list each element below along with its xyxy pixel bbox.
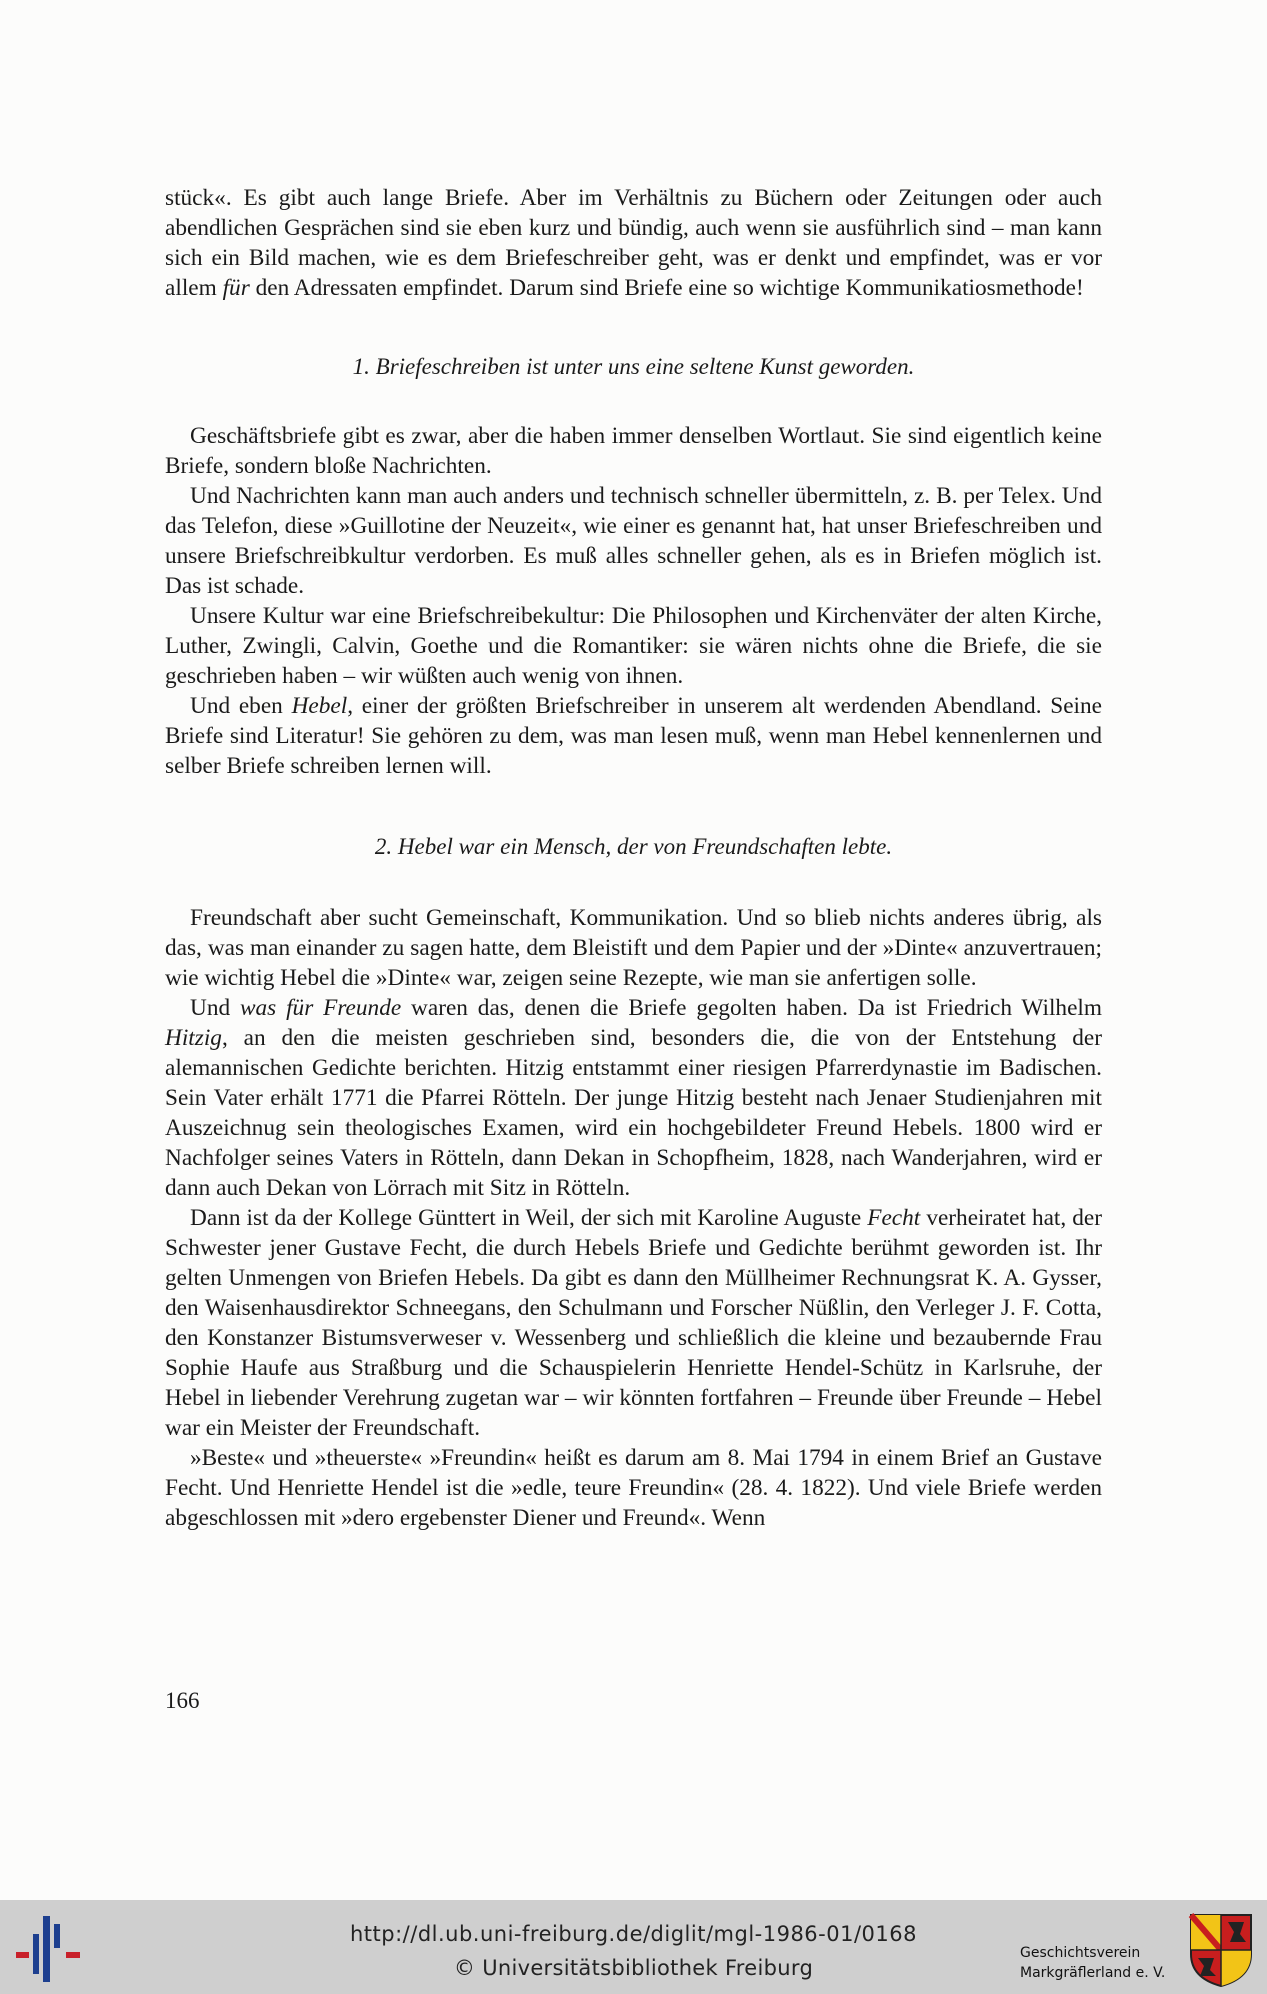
paragraph: Und eben Hebel, einer der größten Briefschreiber in unserem alt werdenden Abendland. Seine Briefe sind Literatur! Sie gehören zu dem, was man lesen muß, wenn man Hebel kennenlernen und selber Briefe schreiben lernen will. — [165, 693, 1102, 779]
coat-of-arms-icon — [1188, 1912, 1254, 1988]
footer-bar — [0, 1900, 1267, 1994]
paragraph: Und Nachrichten kann man auch anders und technisch schneller übermitteln, z. B. per Telex. Und das Telefon, diese »Guillotine der Neuzeit«, wie einer es genannt hat, hat unser Briefeschreiben und unsere Briefschreibkultur verdorben. Es muß alles schneller gehen, als es in Briefen möglich ist. Das ist schade. — [165, 483, 1102, 599]
source-url-link[interactable]: http://dl.ub.uni-freiburg.de/diglit/mgl-1986-01/0168 — [349, 1922, 917, 1946]
paragraph: Dann ist da der Kollege Günttert in Weil, der sich mit Karoline Auguste Fecht verheiratet hat, der Schwester jener Gustave Fecht, die durch Hebels Briefe und Gedichte berühmt geworden ist. Ihr gelten Unmengen von Briefen Hebels. Da gibt es dann den Müllheimer Rechnungsrat K. A. Gysser, den Waisenhausdirektor Schneegans, den Schulmann und Forscher Nüßlin, den Verleger J. F. Cotta, den Konstanzer Bistumsverweser v. Wessenberg und schließlich die kleine und bezaubernde Frau Sophie Haufe aus Straßburg und die Schauspielerin Henriette Hendel-Schütz in Karlsruhe, der Hebel in liebender Verehrung zugetan war – wir könnten fortfahren – Freunde über Freunde – Hebel war ein Meister der Freundschaft. — [165, 1205, 1103, 1441]
paragraph: »Beste« und »theuerste« »Freundin« heißt es darum am 8. Mai 1794 in einem Brief an Gustave Fecht. Und Henriette Hendel ist die »edle, teure Freundin« (28. 4. 1822). Und viele Briefe werden abgeschlossen mit »dero ergebenster Diener und Freund«. Wenn — [165, 1445, 1102, 1531]
copyright-notice: © Universitätsbibliothek Freiburg — [453, 1956, 814, 1980]
society-name: Geschichtsverein Markgräflerland e. V. — [1020, 1945, 1166, 1981]
paragraph: Und was für Freunde waren das, denen die Briefe gegolten haben. Da ist Friedrich Wilhelm Hitzig, an den die meisten geschrieben sind, besonders die, die von der Entstehung der alemannischen Gedichte berichten. Hitzig entstammt einer riesigen Pfarrerdynastie im Badischen. Sein Vater erhält 1771 die Pfarrei Rötteln. Der junge Hitzig besteht nach Jenaer Studienjahren mit Auszeichnug sein theologisches Examen, wird ein hochgebildeter Freund Hebels. 1800 wird er Nachfolger seines Vaters in Rötteln, dann Dekan in Schopfheim, 1828, nach Wanderjahren, wird er dann auch Dekan von Lörrach mit Sitz in Rötteln. — [165, 995, 1103, 1201]
section-heading-2: 2. Hebel war ein Mensch, der von Freundschaften lebte. — [374, 834, 893, 859]
paragraph: Geschäftsbriefe gibt es zwar, aber die haben immer denselben Wortlaut. Sie sind eigentlich keine Briefe, sondern bloße Nachrichten. — [165, 423, 1102, 479]
intro-paragraph: stück«. Es gibt auch lange Briefe. Aber im Verhältnis zu Büchern oder Zeitungen oder auch abendlichen Gesprächen sind sie eben kurz und bündig, auch wenn sie ausführlich sind – man kann sich ein Bild machen, wie es dem Briefeschreiber geht, was er denkt und empfindet, was er vor allem für den Adressaten empfindet. Darum sind Briefe eine so wichtige Kommunikatiosmethode! — [165, 185, 1102, 301]
paragraph: Unsere Kultur war eine Briefschreibekultur: Die Philosophen und Kirchenväter der alten Kirche, Luther, Zwingli, Calvin, Goethe und die Romantiker: sie wären nichts ohne die Briefe, die sie geschrieben haben – wir wüßten auch wenig von ihnen. — [165, 603, 1102, 689]
body-text — [165, 183, 1102, 1533]
page-number: 166 — [165, 1688, 200, 1713]
section-heading-1: 1. Briefeschreiben ist unter uns eine seltene Kunst geworden. — [352, 354, 915, 379]
paragraph: Freundschaft aber sucht Gemeinschaft, Kommunikation. Und so blieb nichts anderes übrig, als das, was man einander zu sagen hatte, dem Bleistift und dem Papier und der »Dinte« anzuvertrauen; wie wichtig Hebel die »Dinte« war, zeigen seine Rezepte, wie man sie anfertigen solle. — [165, 905, 1102, 991]
